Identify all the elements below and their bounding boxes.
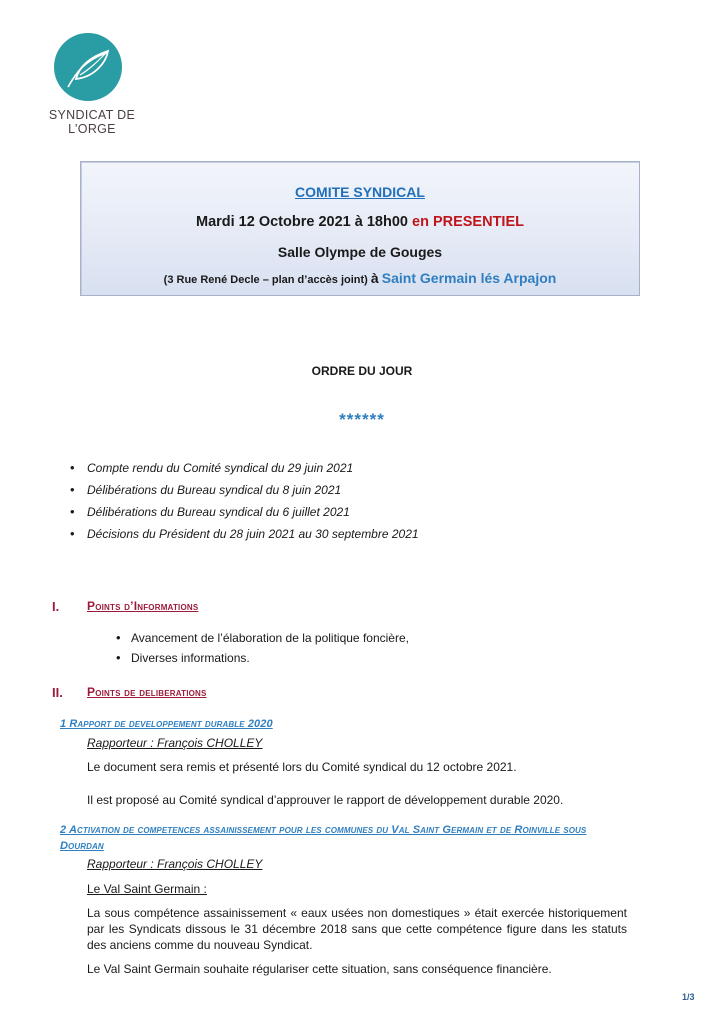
subsection-title-activation: 2 Activation de competences assainissement pour les communes du Val Saint Germain et de Roinville sous — [60, 824, 587, 836]
meeting-address — [81, 270, 639, 286]
meeting-date — [81, 214, 639, 230]
agenda-item: • Compte rendu du Comité syndical du 29 juin 2021 — [70, 460, 419, 482]
commune-heading: Le Val Saint Germain : — [87, 882, 207, 896]
agenda-list — [70, 460, 419, 548]
information-item: • Avancement de l’élaboration de la politique foncière, — [116, 630, 409, 650]
agenda-item: • Décisions du Président du 28 juin 2021 au 30 septembre 2021 — [70, 526, 419, 548]
logo-text: SYNDICAT DE L’ORGE — [48, 108, 136, 136]
meeting-city: Saint Germain lés Arpajon — [381, 270, 557, 286]
agenda-title: ORDRE DU JOUR — [311, 364, 413, 378]
section-number: I. — [52, 599, 60, 614]
subsection-title-activation-cont: Dourdan — [60, 840, 104, 852]
meeting-room: Salle Olympe de Gouges — [277, 244, 443, 260]
paragraph: La sous compétence assainissement « eaux usées non domestiques » était exercée historiquement par les Syndicats dissous le 31 décembre 2018 sans que cette compétence figure dans les statuts des anciens comme du nouveau Syndicat. — [87, 906, 627, 952]
agenda-separator: ****** — [339, 410, 385, 429]
meeting-mode: en PRESENTIEL — [412, 214, 524, 230]
rapporteur: Rapporteur : François CHOLLEY — [87, 857, 263, 871]
subsection-title-rapport: 1 Rapport de developpement durable 2020 — [60, 718, 273, 730]
section-title-informations: Points d’Informations — [87, 599, 199, 613]
meeting-date-text: Mardi 12 Octobre 2021 à 18h00 — [195, 214, 408, 230]
rapporteur: Rapporteur : François CHOLLEY — [87, 736, 263, 750]
section-title-deliberations: Points de deliberations — [87, 685, 207, 699]
agenda-item: • Délibérations du Bureau syndical du 8 juin 2021 — [70, 482, 419, 504]
meeting-header-box — [80, 161, 640, 296]
section-number: II. — [52, 685, 63, 700]
paragraph: Le Val Saint Germain souhaite régulariser cette situation, sans conséquence financière. — [87, 962, 552, 976]
page-number: 1/3 — [682, 992, 695, 1002]
leaf-icon — [54, 33, 122, 101]
address-text: (3 Rue René Decle – plan d’accès joint) — [163, 274, 368, 286]
paragraph: Le document sera remis et présenté lors du Comité syndical du 12 octobre 2021. — [87, 760, 517, 774]
information-list — [116, 630, 409, 670]
information-item: • Diverses informations. — [116, 650, 409, 670]
logo-emblem — [54, 33, 122, 101]
paragraph: Il est proposé au Comité syndical d’approuver le rapport de développement durable 2020. — [87, 793, 564, 807]
address-preposition: à — [370, 270, 379, 286]
agenda-item: • Délibérations du Bureau syndical du 6 juillet 2021 — [70, 504, 419, 526]
meeting-title: COMITE SYNDICAL — [295, 184, 425, 200]
